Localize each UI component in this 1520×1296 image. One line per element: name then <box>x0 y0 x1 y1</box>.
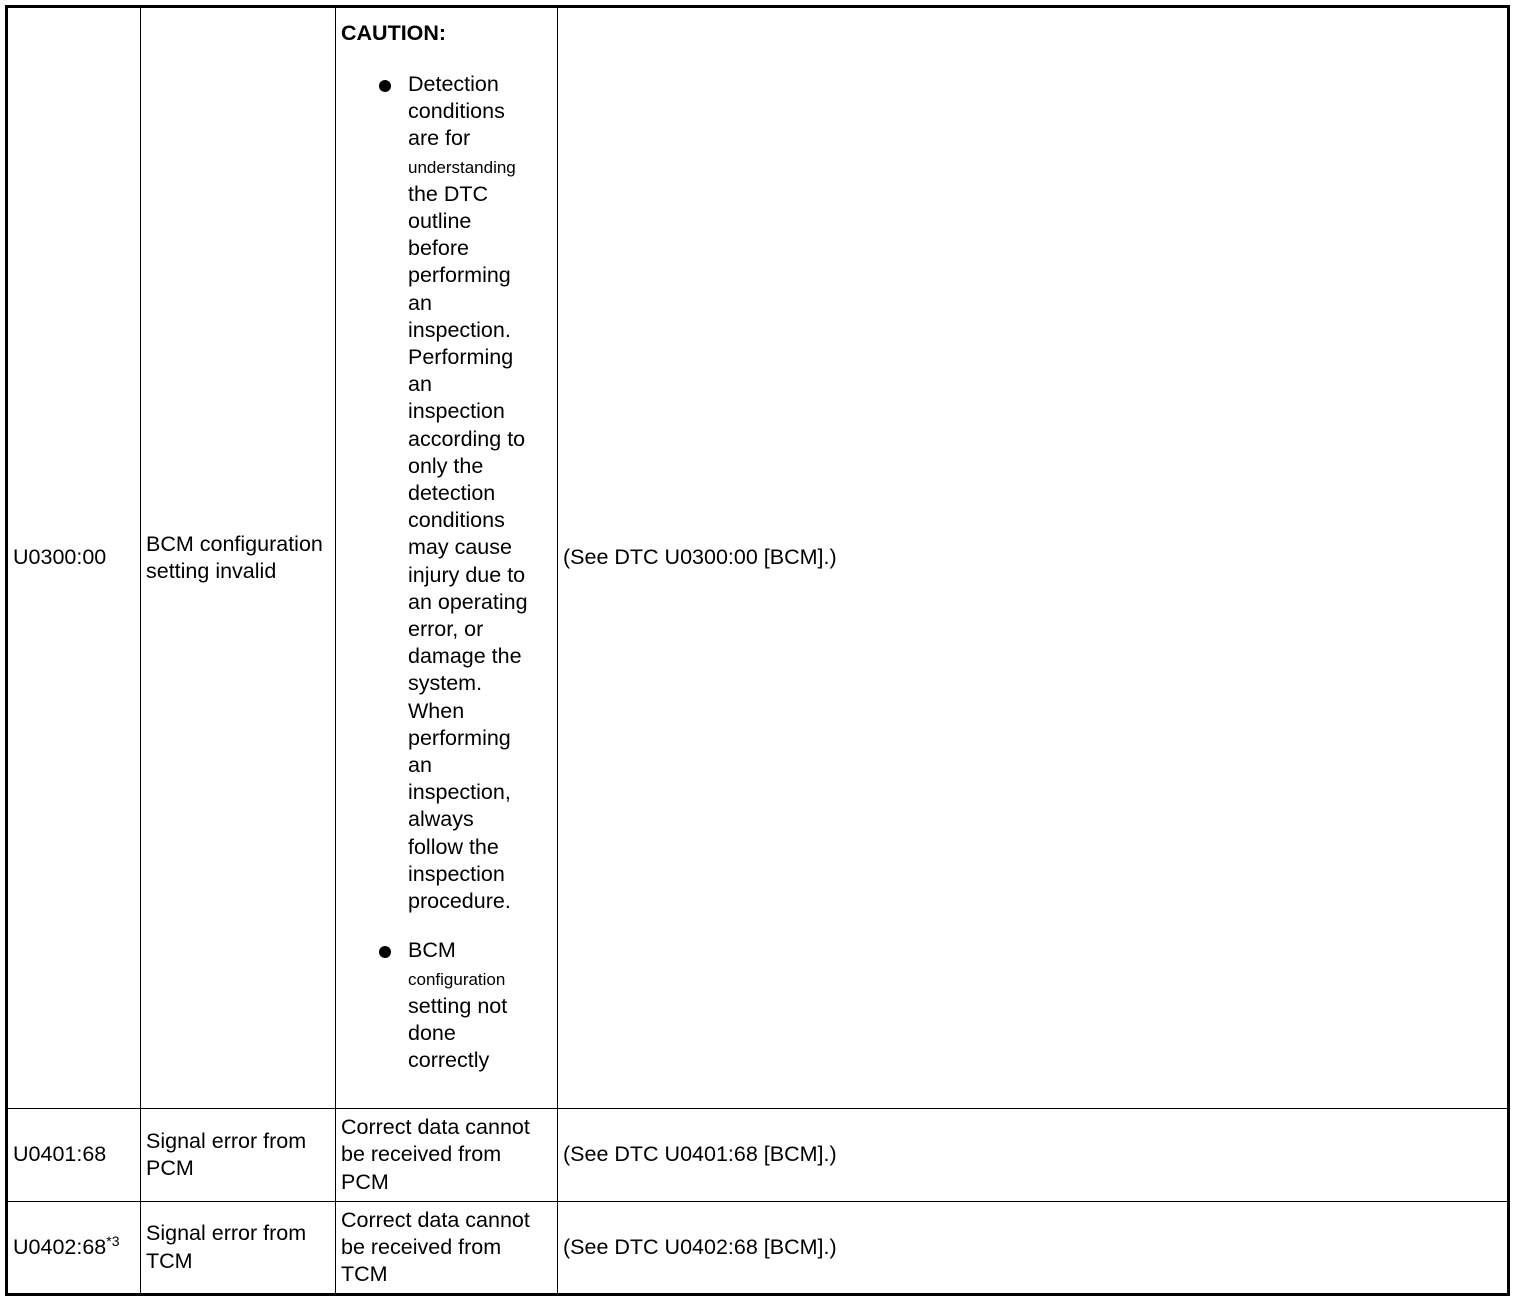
dtc-description: BCM configuration setting invalid <box>146 531 323 583</box>
footnote-marker: *3 <box>106 1232 120 1249</box>
caution-text-start: BCM <box>408 938 456 963</box>
dtc-description-cell <box>141 1202 336 1295</box>
caution-title: CAUTION: <box>341 21 447 45</box>
dtc-code-cell <box>7 7 141 1109</box>
caution-list <box>341 71 552 1074</box>
caution-text-small: understanding <box>408 157 516 177</box>
dtc-code-cell <box>7 1109 141 1202</box>
dtc-description-cell <box>141 7 336 1109</box>
detection-condition: Correct data cannot be received from TCM <box>341 1207 530 1287</box>
dtc-code: U0300:00 <box>13 545 107 570</box>
caution-list-item <box>341 71 533 915</box>
reference-cell <box>558 1202 1509 1295</box>
table-row <box>7 1109 1509 1202</box>
bullet-icon <box>379 80 391 92</box>
table-row <box>7 7 1509 1109</box>
reference-cell <box>558 1109 1509 1202</box>
reference-text: (See DTC U0401:68 [BCM].) <box>563 1142 837 1167</box>
dtc-description-cell <box>141 1109 336 1202</box>
dtc-description: Signal error from TCM <box>146 1221 307 1273</box>
reference-text: (See DTC U0300:00 [BCM].) <box>563 545 837 570</box>
reference-text: (See DTC U0402:68 [BCM].) <box>563 1234 837 1259</box>
detection-cell <box>336 1109 558 1202</box>
detection-condition: Correct data cannot be received from PCM <box>341 1115 530 1194</box>
dtc-code: U0402:68 <box>13 1234 107 1259</box>
detection-cell <box>336 1202 558 1295</box>
dtc-table <box>5 5 1510 1296</box>
bullet-icon <box>379 946 391 958</box>
caution-cell <box>336 7 558 1109</box>
dtc-description: Signal error from PCM <box>146 1128 307 1180</box>
table-row <box>7 1202 1509 1295</box>
caution-list-item <box>341 937 533 1074</box>
caution-text-end: setting not done correctly <box>408 993 508 1073</box>
caution-text-end: the DTC outline before performing an inspection. Performing an inspection according to only the detection conditions may cause injury due to an operating error, or damage the system. When performing an inspection, always follow the inspection procedure. <box>408 181 528 914</box>
caution-text-small: configuration <box>408 969 506 989</box>
dtc-code: U0401:68 <box>13 1142 107 1167</box>
dtc-code-cell <box>7 1202 141 1295</box>
caution-text-start: Detection conditions are for <box>408 72 505 151</box>
reference-cell <box>558 7 1509 1109</box>
